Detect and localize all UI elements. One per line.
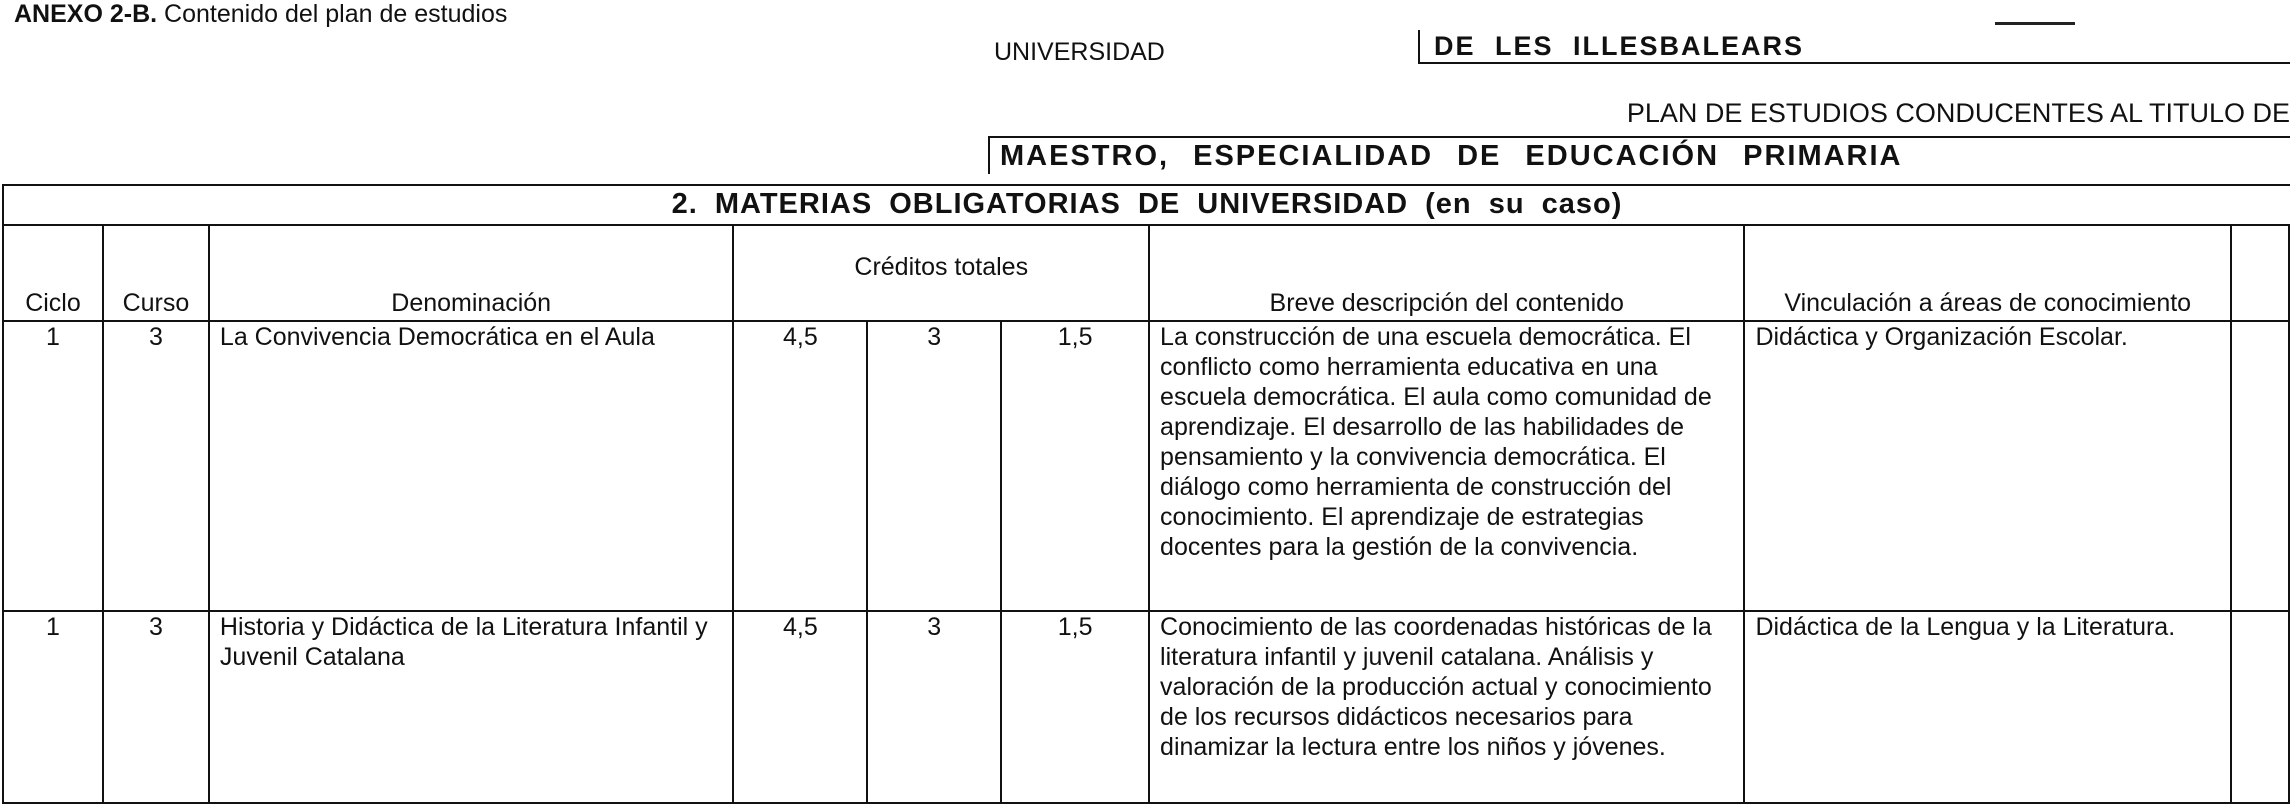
table-header-row: [3, 225, 2289, 321]
cell-blank: [2231, 321, 2289, 611]
header-ciclo: Ciclo: [3, 225, 103, 321]
cell-curso: 3: [103, 611, 209, 803]
degree-title-box: [988, 136, 2290, 174]
cell-creditos-teoricos: 3: [867, 611, 1001, 803]
cell-creditos-total: 4,5: [733, 611, 867, 803]
header-vinculacion: Vinculación a áreas de conocimiento: [1744, 225, 2231, 321]
cell-creditos-teoricos: 3: [867, 321, 1001, 611]
divider: [1995, 22, 2075, 25]
cell-vinculacion: Didáctica de la Lengua y la Literatura.: [1744, 611, 2231, 803]
cell-vinculacion: Didáctica y Organización Escolar.: [1744, 321, 2231, 611]
cell-blank: [2231, 611, 2289, 803]
cell-creditos-total: 4,5: [733, 321, 867, 611]
degree-title: MAESTRO, ESPECIALIDAD DE EDUCACIÓN PRIMARIA: [1000, 140, 1903, 172]
university-name-box: [1418, 30, 2290, 64]
header-creditos: Créditos totales: [733, 225, 1149, 321]
cell-descripcion: La construcción de una escuela democrática. El conflicto como herramienta educativa en una escuela democrática. El aula como comunidad de aprendizaje. El desarrollo de las habilidades de pensamiento y la convivencia democrática. El diálogo como herramienta de construcción del conocimiento. El aprendizaje de estrategias docentes para la gestión de la convivencia.: [1149, 321, 1744, 611]
cell-curso: 3: [103, 321, 209, 611]
table-row: [3, 321, 2289, 611]
university-name: DE LES ILLESBALEARS: [1434, 31, 1805, 61]
cell-descripcion: Conocimiento de las coordenadas históricas de la literatura infantil y juvenil catalana. Análisis y valoración de la producción actual y conocimiento de los recursos didácticos necesarios para dinamizar la lectura entre los niños y jóvenes.: [1149, 611, 1744, 803]
university-label: UNIVERSIDAD: [994, 38, 1165, 66]
header-blank: [2231, 225, 2289, 321]
annex-heading: [14, 0, 507, 29]
annex-number: ANEXO 2-B.: [14, 0, 158, 28]
table-row: [3, 611, 2289, 803]
cell-denominacion: La Convivencia Democrática en el Aula: [209, 321, 734, 611]
header-descripcion: Breve descripción del contenido: [1149, 225, 1744, 321]
annex-caption: Contenido del plan de estudios: [157, 0, 508, 28]
cell-ciclo: 1: [3, 321, 103, 611]
plan-label: PLAN DE ESTUDIOS CONDUCENTES AL TITULO DE: [1626, 98, 2290, 128]
cell-denominacion: Historia y Didáctica de la Literatura Infantil y Juvenil Catalana: [209, 611, 734, 803]
section-title: 2. MATERIAS OBLIGATORIAS DE UNIVERSIDAD (en su caso): [2, 184, 2290, 226]
header-denominacion: Denominación: [209, 225, 734, 321]
cell-creditos-practicos: 1,5: [1001, 321, 1149, 611]
header-curso: Curso: [103, 225, 209, 321]
cell-ciclo: 1: [3, 611, 103, 803]
subjects-table: [2, 224, 2290, 804]
cell-creditos-practicos: 1,5: [1001, 611, 1149, 803]
